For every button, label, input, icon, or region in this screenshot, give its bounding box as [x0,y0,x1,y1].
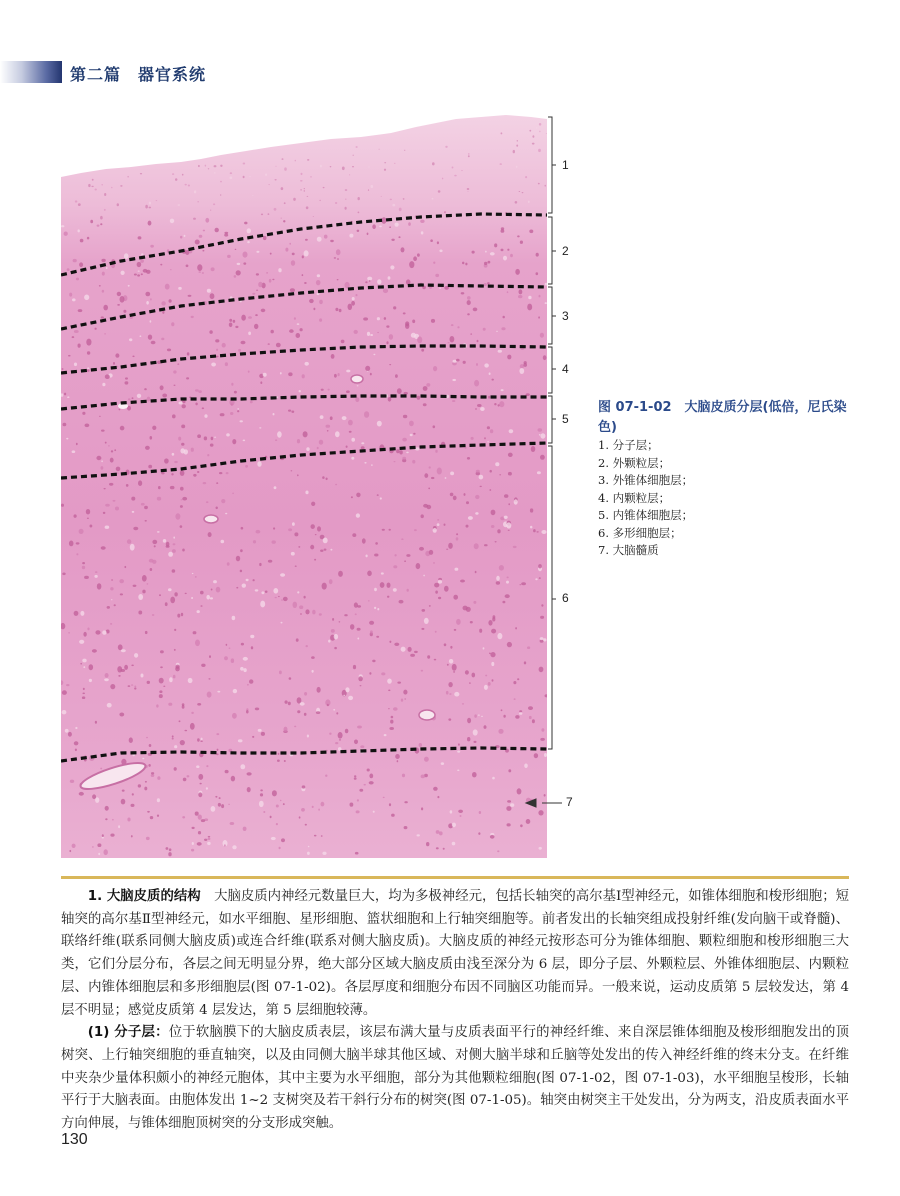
section-heading: 1. 大脑皮质的结构 [87,889,201,904]
caption-item: 6. 多形细胞层； [598,525,682,540]
paragraph-text: 位于软脑膜下的大脑皮质表层，该层布满大量与皮质表面平行的神经纤维、来自深层锥体细胞及梭形细胞发出的顶树突、上行轴突细胞的垂直轴突，以及由同侧大脑半球其他区域、对侧大脑半球和丘脑等处发出的传入神经纤维的终末分支。在纤维中夹杂少量体积颇小的神经元胞体，其中主要为水平细胞，部分为其他颗粒细胞(图 07-1-02，图 07-1-03)，水平细胞呈梭形，长轴平行于大脑表面。由胞体发出 1~2 支树突及若干斜行分布的树突(图 07-1-05)。轴突由树突主干处发出，分为两支，沿皮质表面水平方向伸展，与锥体细胞顶树突的分支形成突触。 [61,1025,850,1132]
header-color-bar [0,61,62,83]
caption-item: 5. 内锥体细胞层； [598,508,694,522]
paragraph-molecular-layer [61,1022,849,1136]
caption-item: 2. 外颗粒层； [598,455,671,470]
paragraph-text: 大脑皮质内神经元数量巨大，均为多极神经元，包括长轴突的高尔基Ⅰ型神经元，如锥体细胞和梭形细胞；短轴突的高尔基Ⅱ型神经元，如水平细胞、星形细胞、篮状细胞和上行轴突细胞等。前者发出的长轴突组成投射纤维(发向脑干或脊髓)、联络纤维(联系同侧大脑皮质)或连合纤维(联系对侧大脑皮质)。大脑皮质的神经元按形态可分为锥体细胞、颗粒细胞和梭形细胞三大类，它们分层分布，各层之间无明显分界，绝大部分区域大脑皮质由浅至深分为 6 层，即分子层、外颗粒层、外锥体细胞层、内颗粒层、内锥体细胞层和多形细胞层(图 07-1-02)。各层厚度和细胞分布因不同脑区功能而异。一般来说，运动皮质第 5 层较发达，第 4 层不明显；感觉皮质第 4 层发达，第 5 层细胞较薄。 [61,889,849,1018]
layer-label-4: 4 [562,362,569,376]
figure-caption-title: 图 07-1-02 大脑皮质分层(低倍，尼氏染色) [598,400,847,435]
subsection-heading: (1) 分子层： [87,1025,169,1041]
page-number: 130 [61,1131,88,1148]
caption-item: 3. 外锥体细胞层； [598,473,694,487]
cortex-micrograph [61,109,547,858]
layer-label-1: 1 [562,158,569,172]
layer-label-2: 2 [562,244,569,258]
layer-label-3: 3 [562,309,569,323]
layer-label-6: 6 [562,591,569,605]
layer-label-7: 7 [566,795,573,809]
caption-item: 1. 分子层； [598,438,659,452]
caption-item: 4. 内颗粒层； [598,490,671,505]
paragraph-cortex-structure [61,886,849,1022]
layer-label-5: 5 [562,412,569,426]
section-divider [61,876,849,879]
layer-brackets [540,109,580,859]
caption-item: 7. 大脑髓质 [598,543,659,557]
body-text [61,886,849,1136]
running-header [70,62,206,85]
header-part: 第二篇 [70,65,122,84]
figure-caption-list [598,437,693,560]
header-section: 器官系统 [138,65,207,84]
